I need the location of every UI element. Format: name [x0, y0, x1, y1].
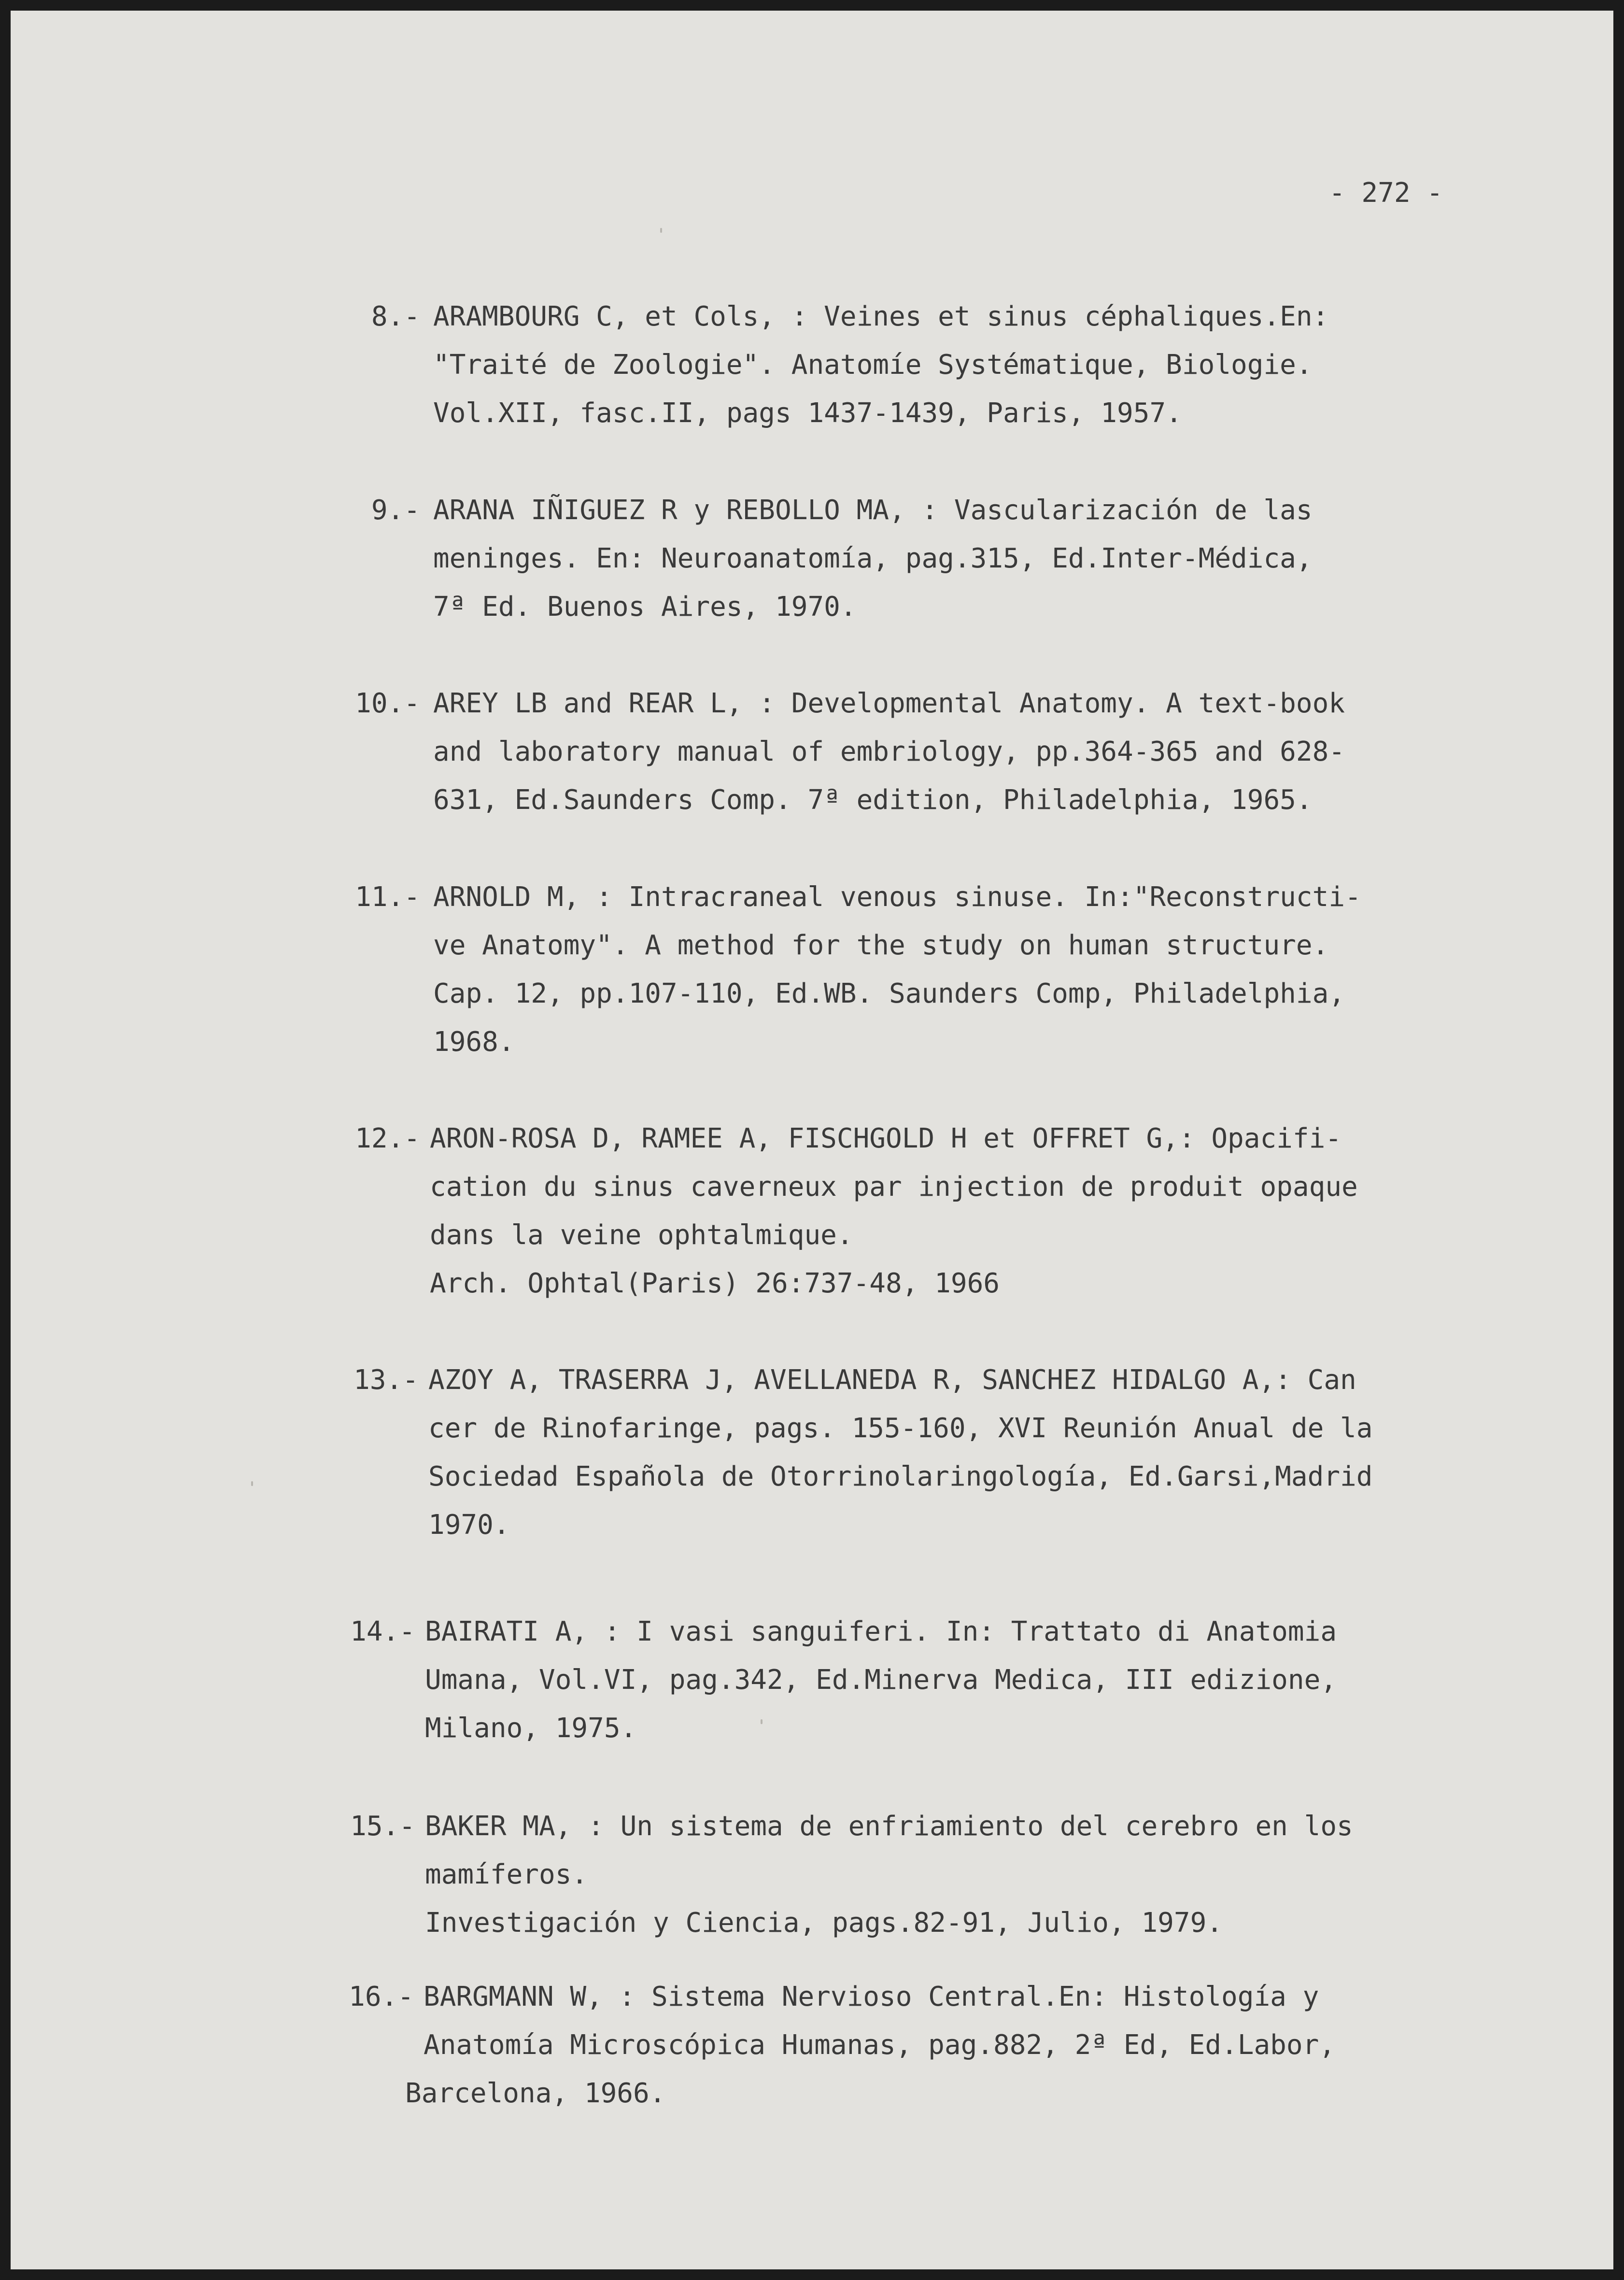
page-number: - 272 - [1329, 177, 1443, 209]
reference-line: meninges. En: Neuroanatomía, pag.315, Ed.Inter-Médica, [433, 543, 1313, 574]
reference-line: Umana, Vol.VI, pag.342, Ed.Minerva Medica, III edizione, [425, 1664, 1337, 1696]
reference-line: Arch. Ophtal(Paris) 26:737-48, 1966 [430, 1268, 1000, 1299]
reference-number: 12.- [355, 1123, 420, 1154]
reference-line: dans la veine ophtalmique. [430, 1219, 853, 1251]
reference-entry [433, 293, 1328, 438]
reference-entry [433, 680, 1345, 824]
reference-line: AREY LB and REAR L, : Developmental Anatomy. A text-book [433, 688, 1345, 719]
reference-line: 631, Ed.Saunders Comp. 7ª edition, Philadelphia, 1965. [433, 784, 1313, 816]
reference-line: Sociedad Española de Otorrinolaringología, Ed.Garsi,Madrid [428, 1461, 1373, 1492]
reference-entry [425, 1608, 1337, 1753]
reference-entry [433, 873, 1361, 1066]
reference-line: and laboratory manual of embriology, pp.364-365 and 628- [433, 736, 1345, 767]
reference-number: 15.- [350, 1811, 415, 1842]
reference-line: Milano, 1975. [425, 1713, 637, 1744]
reference-number: 14.- [350, 1616, 415, 1647]
reference-line: ARAMBOURG C, et Cols, : Veines et sinus céphaliques.En: [433, 301, 1329, 332]
reference-number: 13.- [353, 1364, 419, 1396]
reference-line: Cap. 12, pp.107-110, Ed.WB. Saunders Comp, Philadelphia, [433, 978, 1345, 1009]
reference-line: cation du sinus caverneux par injection de produit opaque [430, 1171, 1358, 1203]
reference-line: 1970. [428, 1509, 510, 1541]
reference-number: 9.- [371, 495, 420, 526]
reference-line: Barcelona, 1966. [405, 2078, 666, 2109]
reference-line: Investigación y Ciencia, pags.82-91, Julio, 1979. [425, 1907, 1223, 1939]
reference-line: BAKER MA, : Un sistema de enfriamiento del cerebro en los [425, 1811, 1353, 1842]
reference-line: mamíferos. [425, 1859, 588, 1890]
reference-line: BARGMANN W, : Sistema Nervioso Central.En: Histología y [424, 1981, 1319, 2012]
reference-line: cer de Rinofaringe, pags. 155-160, XVI Reunión Anual de la [428, 1413, 1373, 1444]
reference-line: Vol.XII, fasc.II, pags 1437-1439, Paris, 1957. [433, 397, 1182, 429]
reference-entry [430, 1115, 1358, 1308]
reference-line: "Traité de Zoologie". Anatomíe Systématique, Biologie. [433, 349, 1313, 381]
reference-line: 7ª Ed. Buenos Aires, 1970. [433, 591, 857, 623]
reference-line: ve Anatomy". A method for the study on human structure. [433, 930, 1329, 961]
reference-line: Anatomía Microscópica Humanas, pag.882, 2ª Ed, Ed.Labor, [424, 2029, 1336, 2061]
reference-line: AZOY A, TRASERRA J, AVELLANEDA R, SANCHEZ HIDALGO A,: Can [428, 1364, 1356, 1396]
reference-number: 16.- [349, 1981, 414, 2012]
reference-list [11, 11, 1613, 2269]
reference-line: ARON-ROSA D, RAMEE A, FISCHGOLD H et OFFRET G,: Opacifi- [430, 1123, 1342, 1154]
reference-entry [425, 1802, 1353, 1947]
reference-number: 8.- [371, 301, 420, 332]
reference-line: ARNOLD M, : Intracraneal venous sinuse. In:"Reconstructi- [433, 881, 1361, 913]
reference-entry [433, 486, 1313, 631]
reference-number: 11.- [355, 881, 420, 913]
reference-line: ARANA IÑIGUEZ R y REBOLLO MA, : Vascularización de las [433, 495, 1313, 526]
reference-line: BAIRATI A, : I vasi sanguiferi. In: Trattato di Anatomia [425, 1616, 1337, 1647]
reference-line: 1968. [433, 1026, 515, 1058]
reference-entry [405, 1973, 1336, 2118]
reference-entry [428, 1356, 1372, 1549]
reference-number: 10.- [355, 688, 420, 719]
document-page [11, 11, 1613, 2269]
